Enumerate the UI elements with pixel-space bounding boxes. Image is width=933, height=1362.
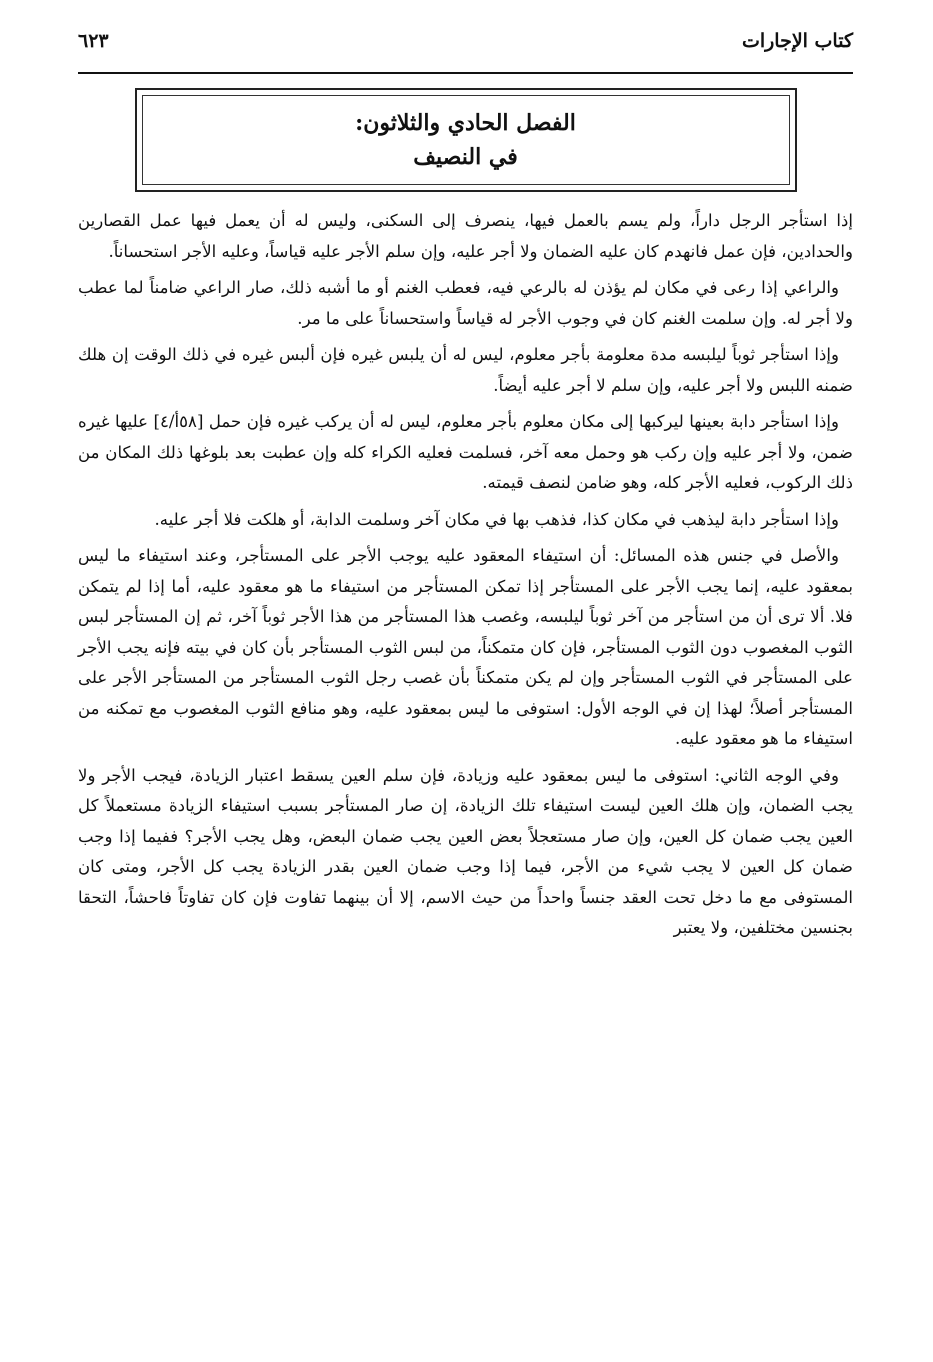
body-text	[78, 206, 853, 944]
chapter-subtitle: في النصيف	[413, 144, 518, 170]
header-rule	[78, 72, 853, 74]
page-number: ٦٢٣	[78, 30, 109, 52]
running-header	[78, 30, 853, 72]
paragraph: إذا استأجر الرجل داراً، ولم يسم بالعمل فيها، ينصرف إلى السكنى، وليس له أن يعمل فيها عمل القصارين والحدادين، فإن عمل فانهدم كان عليه الضمان ولا أجر عليه، وإن سلم الأجر عليه قياساً، وعليه الأجر استحساناً.	[78, 211, 853, 261]
chapter-title-frame	[135, 88, 797, 192]
paragraph: والراعي إذا رعى في مكان لم يؤذن له بالرعي فيه، فعطب الغنم أو ما أشبه ذلك، صار الراعي ضامناً لما عطب ولا أجر له. وإن سلمت الغنم كان في وجوب الأجر له قياساً واستحساناً على ما مر.	[78, 278, 853, 328]
paragraph: وإذا استأجر دابة ليذهب في مكان كذا، فذهب بها في مكان آخر وسلمت الدابة، أو هلكت فلا أجر عليه.	[154, 509, 839, 529]
chapter-title: الفصل الحادي والثلاثون:	[355, 110, 576, 136]
paragraph: وإذا استأجر ثوباً ليلبسه مدة معلومة بأجر معلوم، ليس له أن يلبس غيره فإن ألبس غيره في ذلك الوقت إن هلك ضمنه اللبس ولا أجر عليه، وإن سلم لا أجر عليه أيضاً.	[78, 345, 853, 395]
book-page	[78, 30, 853, 1352]
paragraph: وفي الوجه الثاني: استوفى ما ليس بمعقود عليه وزيادة، فإن سلم العين يسقط اعتبار الزيادة، فيجب الأجر ولا يجب الضمان، وإن هلك العين ليست استيفاء تلك الزيادة، إن صار المستأجر بسبب استيفاء الزيادة مستعملاً كل العين يجب ضمان كل العين، وإن صار مستعجلاً بعض العين يجب ضمان البعض، وهل يجب الأجر؟ ففيما إذا وجب ضمان كل العين لا يجب شيء من الأجر، فيما إذا وجب ضمان العين بقدر الزيادة يجب كل الأجر، ومتى كان المستوفى مع ما دخل تحت العقد جنساً واحداً من حيث الاسم، إلا أن بينهما تفاوت فإن كان تفاوتاً فاحشاً، التحقا بجنسين مختلفين، ولا يعتبر	[78, 765, 853, 937]
paragraph: والأصل في جنس هذه المسائل: أن استيفاء المعقود عليه يوجب الأجر على المستأجر، وعند استيفاء ما ليس بمعقود عليه، إنما يجب الأجر على المستأجر إذا تمكن المستأجر من استيفاء ما هو معقود عليه، أما إذا لم يتمكن فلا. ألا ترى أن من استأجر من آخر ثوباً ليلبسه، وغصب هذا المستأجر من هذا الأجر ثوباً آخر، ثم إن المستأجر لبس الثوب المغصوب دون الثوب المستأجر، فإن كان متمكناً، من لبس الثوب المستأجر بأن كان في بيته فإنه يجب الأجر على المستأجر في الثوب المستأجر وإن لم يكن متمكناً بأن غصب رجل الثوب المستأجر من المستأجر الأجر على المستأجر أصلاً؛ لهذا إن في الوجه الأول: استوفى ما ليس بمعقود عليه، وهو منافع الثوب المغصوب مع تمكنه من استيفاء ما هو معقود عليه.	[78, 546, 853, 748]
paragraph: وإذا استأجر دابة بعينها ليركبها إلى مكان معلوم بأجر معلوم، ليس له أن يركب غيره فإن حمل [٥٨أ/٤] عليها غيره ضمن، ولا أجر عليه وإن ركب هو وحمل معه آخر، فسلمت فعليه الكراء كله وإن عطبت بعد بلوغها ذلك المكان من ذلك الركوب، فعليه الأجر كله، وهو ضامن لنصف قيمته.	[78, 412, 853, 492]
book-title: كتاب الإجارات	[741, 30, 853, 52]
